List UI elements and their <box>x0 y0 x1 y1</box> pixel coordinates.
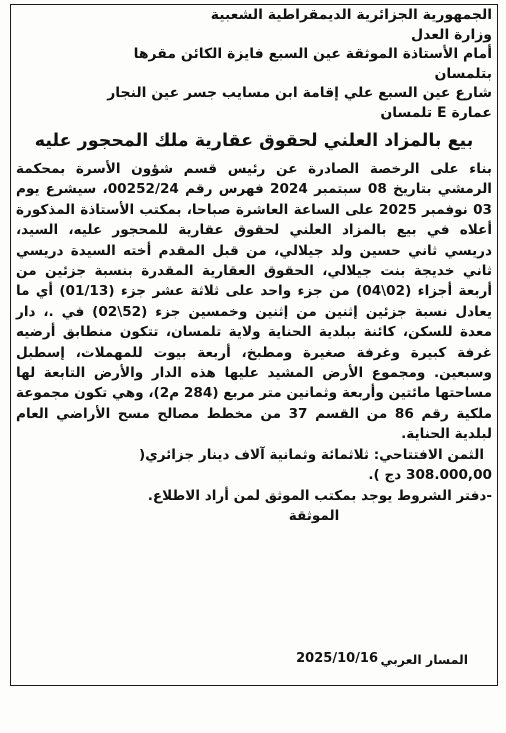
header-address: شارع عين السبع علي إقامة ابن مسايب جسر عين النجار <box>107 85 492 101</box>
publication-footer <box>18 648 478 672</box>
announcement-body: بناء على الرخصة الصادرة عن رئيس قسم شؤون الأسرة بمحكمة الرمشي بتاريخ 08 سبتمبر 2024 فهرس رقم 00252/24، سيشرع يوم 03 نوفمبر 2025 على الساعة العاشرة صباحا، بمكتب الأستاذة المذكورة أعلاه في بيع بالمزاد العلني لحقوق عقارية للمحجور عليه، السيد، دريسي ثاني حسين ولد جيلالي، من قبل المقدم أخته السيدة دريسي ثاني خديجة بنت جيلالي، الحقوق العقارية المقدرة بنسبة جزئين من أربعة أجزاء (02\04) من جزء واحد على ثلاثة عشر جزء (01/13) أي ما يعادل نسبة جزئين إثنين من إثنين وخمسين جزء (52\02) في .، دار معدة للسكن، كائنة ببلدية الحناية ولاية تلمسان، تتكون منطابق أرضيه غرفة كبيرة وغرفة صغيرة ومطبخ، أربعة بيوت للمهملات، إسطبل وسبعين. ومجموع الأرض المشيد عليها هذه الدار والأرض التابعة لها مساحتها مائتين وأربعة وثمانين متر مربع (284 م2)، وهي تكون مجموعة ملكية رقم 86 من القسم 37 من مخطط مصالح مسح الأراضي العام لبلدية الحناية. <box>16 161 492 443</box>
announcement-content <box>16 6 492 526</box>
conditions-text: دفتر الشروط يوجد بمكتب الموثق لمن أراد الاطلاع. <box>147 487 487 504</box>
opening-price-amount: 308.000,00 دج ). <box>368 467 492 484</box>
header-notary: أمام الأستاذة الموثقة عين السبع فايزة الكائن مقرها <box>133 46 492 62</box>
header-building: عمارة E تلمسان <box>380 104 492 121</box>
publication-date: 2025/10/16 <box>296 651 378 666</box>
newspaper-name: المسار العربي <box>380 652 468 667</box>
header-city: بتلمسان <box>434 65 492 82</box>
header-ministry: وزارة العدل <box>411 26 492 43</box>
header-republic: الجمهورية الجزائرية الديمقراطية الشعبية <box>210 7 492 23</box>
notary-signature: الموثقة <box>288 507 340 524</box>
announcement-headline: بيع بالمزاد العلني لحقوق عقارية ملك المحجور عليه <box>34 131 474 151</box>
opening-price: الثمن الافتتاحي: ثلاثمائة وثمانية آلاف دينار جزائري( <box>139 446 484 463</box>
conditions-note: -دفتر الشروط يوجد بمكتب الموثق لمن أراد الاطلاع. <box>147 487 492 504</box>
